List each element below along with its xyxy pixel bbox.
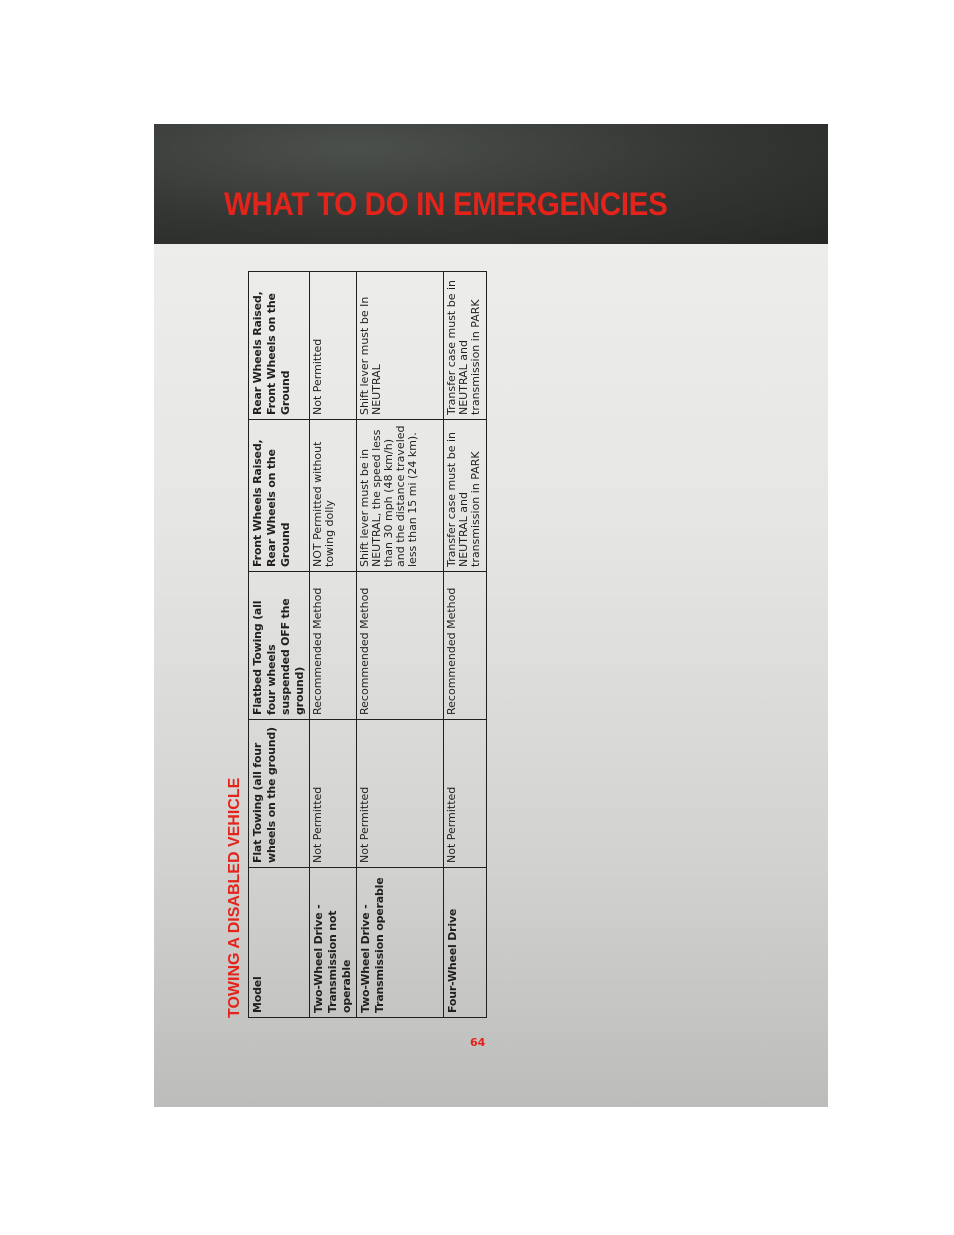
header-band [154, 124, 828, 244]
column-header-model: Model [249, 868, 310, 1018]
cell-model: Two-Wheel Drive - Transmission not operable [310, 868, 357, 1018]
chapter-title: WHAT TO DO IN EMERGENCIES [224, 186, 668, 222]
column-header-rear-wheels-raised: Rear Wheels Raised, Front Wheels on the Ground [249, 272, 310, 420]
cell-flat-towing: Not Permitted [357, 720, 444, 868]
table-row [444, 272, 487, 1018]
table-row [310, 272, 357, 1018]
cell-flat-towing: Not Permitted [310, 720, 357, 868]
table-header-row [249, 272, 310, 1018]
cell-flatbed-towing: Recommended Method [444, 572, 487, 720]
page-number: 64 [470, 1036, 486, 1049]
cell-flatbed-towing: Recommended Method [357, 572, 444, 720]
cell-flat-towing: Not Permitted [444, 720, 487, 868]
cell-model: Two-Wheel Drive - Transmission operable [357, 868, 444, 1018]
cell-front-wheels-raised: Shift lever must be in NEUTRAL, the speed less than 30 mph (48 km/h) and the distance traveled less than 15 mi (24 km). [357, 420, 444, 572]
cell-front-wheels-raised: NOT Permitted without towing dolly [310, 420, 357, 572]
cell-rear-wheels-raised: Not Permitted [310, 272, 357, 420]
cell-front-wheels-raised: Transfer case must be in NEUTRAL and transmission in PARK [444, 420, 487, 572]
cell-flatbed-towing: Recommended Method [310, 572, 357, 720]
cell-rear-wheels-raised: Transfer case must be in NEUTRAL and transmission in PARK [444, 272, 487, 420]
column-header-flat-towing: Flat Towing (all four wheels on the ground) [249, 720, 310, 868]
towing-table [248, 271, 487, 1018]
cell-model: Four-Wheel Drive [444, 868, 487, 1018]
section-title: TOWING A DISABLED VEHICLE [226, 777, 243, 1018]
table-row [357, 272, 444, 1018]
column-header-front-wheels-raised: Front Wheels Raised, Rear Wheels on the Ground [249, 420, 310, 572]
column-header-flatbed-towing: Flatbed Towing (all four wheels suspended OFF the ground) [249, 572, 310, 720]
cell-rear-wheels-raised: Shift lever must be In NEUTRAL [357, 272, 444, 420]
rotated-towing-section [224, 268, 482, 1018]
